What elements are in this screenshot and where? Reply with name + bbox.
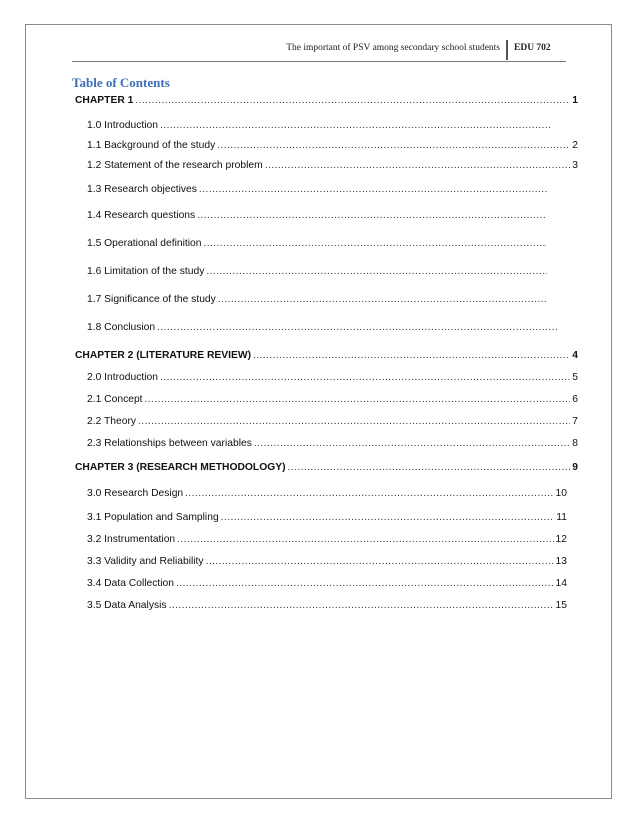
toc-dot-leader xyxy=(288,462,571,473)
toc-dot-leader xyxy=(138,416,570,427)
toc-section-entry[interactable] xyxy=(87,184,549,198)
toc-entry-label: 1.3 Research objectives xyxy=(87,184,197,195)
toc-dot-leader xyxy=(160,120,550,131)
toc-entry-label: 3.5 Data Analysis xyxy=(87,600,167,611)
toc-dot-leader xyxy=(157,322,557,333)
toc-entry-label: 1.2 Statement of the research problem xyxy=(87,160,263,171)
toc-section-entry[interactable] xyxy=(87,534,567,548)
toc-dot-leader xyxy=(197,210,547,221)
toc-page-number: 6 xyxy=(572,394,578,405)
toc-section-entry[interactable] xyxy=(87,372,578,386)
toc-section-entry[interactable] xyxy=(87,140,578,154)
toc-section-entry[interactable] xyxy=(87,294,549,308)
page-header xyxy=(0,40,638,62)
toc-entry-label: 3.2 Instrumentation xyxy=(87,534,176,545)
toc-section-entry[interactable] xyxy=(87,512,567,526)
toc-dot-leader xyxy=(176,578,554,589)
toc-section-entry[interactable] xyxy=(87,488,567,502)
toc-section-entry[interactable] xyxy=(87,160,578,174)
toc-section-entry[interactable] xyxy=(87,438,578,452)
toc-section-entry[interactable] xyxy=(87,394,578,408)
toc-section-entry[interactable] xyxy=(87,416,578,430)
toc-section-entry[interactable] xyxy=(87,238,549,252)
header-divider xyxy=(506,40,508,60)
toc-dot-leader xyxy=(221,512,555,523)
toc-entry-label: 2.2 Theory xyxy=(87,416,137,427)
toc-dot-leader xyxy=(217,140,570,151)
toc-dot-leader xyxy=(204,238,548,249)
toc-page-number: 2 xyxy=(572,140,578,151)
toc-page-number: 12 xyxy=(555,534,567,545)
header-title: The important of PSV among secondary school students xyxy=(286,43,500,53)
toc-dot-leader xyxy=(206,556,554,567)
toc-entry-label: 3.1 Population and Sampling xyxy=(87,512,219,523)
toc-dot-leader xyxy=(253,350,570,361)
toc-chapter-entry[interactable] xyxy=(75,462,578,476)
toc-entry-label: 1.4 Research questions xyxy=(87,210,196,221)
toc-page-number: 8 xyxy=(572,438,578,449)
toc-section-entry[interactable] xyxy=(87,210,549,224)
toc-page-number: 13 xyxy=(555,556,567,567)
toc-section-entry[interactable] xyxy=(87,266,549,280)
toc-entry-label: CHAPTER 2 (LITERATURE REVIEW) xyxy=(75,350,252,361)
toc-page-number: 7 xyxy=(572,416,578,427)
toc-entry-label: 1.7 Significance of the study xyxy=(87,294,216,305)
toc-entry-label: 3.0 Research Design xyxy=(87,488,184,499)
header-rule xyxy=(72,61,566,62)
toc-section-entry[interactable] xyxy=(87,600,567,614)
toc-page-number: 11 xyxy=(556,512,567,523)
toc-section-entry[interactable] xyxy=(87,322,559,336)
toc-section-entry[interactable] xyxy=(87,578,567,592)
toc-page-number: 14 xyxy=(555,578,567,589)
toc-dot-leader xyxy=(254,438,570,449)
toc-entry-label: CHAPTER 3 (RESEARCH METHODOLOGY) xyxy=(75,462,286,473)
toc-section-entry[interactable] xyxy=(87,556,567,570)
toc-dot-leader xyxy=(206,266,547,277)
toc-chapter-entry[interactable] xyxy=(75,95,578,109)
toc-dot-leader xyxy=(265,160,571,171)
toc-entry-label: 1.5 Operational definition xyxy=(87,238,202,249)
toc-dot-leader xyxy=(177,534,553,545)
toc-entry-label: 2.3 Relationships between variables xyxy=(87,438,252,449)
toc-page-number: 4 xyxy=(572,350,578,361)
toc-dot-leader xyxy=(218,294,547,305)
toc-entry-label: 3.3 Validity and Reliability xyxy=(87,556,204,567)
toc-page-number: 3 xyxy=(572,160,578,171)
toc-chapter-entry[interactable] xyxy=(75,350,578,364)
toc-page-number: 10 xyxy=(555,488,567,499)
toc-dot-leader xyxy=(185,488,553,499)
toc-entry-label: 1.0 Introduction xyxy=(87,120,158,131)
toc-dot-leader xyxy=(135,95,570,106)
toc-entry-label: 1.1 Background of the study xyxy=(87,140,216,151)
toc-title: Table of Contents xyxy=(72,75,170,90)
toc-entry-label: 2.0 Introduction xyxy=(87,372,158,383)
toc-entry-label: 3.4 Data Collection xyxy=(87,578,175,589)
toc-entry-label: 1.8 Conclusion xyxy=(87,322,156,333)
toc-dot-leader xyxy=(169,600,554,611)
toc-page-number: 1 xyxy=(572,95,578,106)
toc-dot-leader xyxy=(199,184,547,195)
toc-page-number: 15 xyxy=(555,600,567,611)
toc-page-number: 5 xyxy=(572,372,578,383)
header-course-code: EDU 702 xyxy=(514,43,551,53)
toc-page-number: 9 xyxy=(572,462,578,473)
toc-dot-leader xyxy=(160,372,570,383)
toc-entry-label: 2.1 Concept xyxy=(87,394,143,405)
toc-dot-leader xyxy=(145,394,571,405)
toc-entry-label: 1.6 Limitation of the study xyxy=(87,266,205,277)
toc-section-entry[interactable] xyxy=(87,120,552,134)
toc-entry-label: CHAPTER 1 xyxy=(75,95,134,106)
